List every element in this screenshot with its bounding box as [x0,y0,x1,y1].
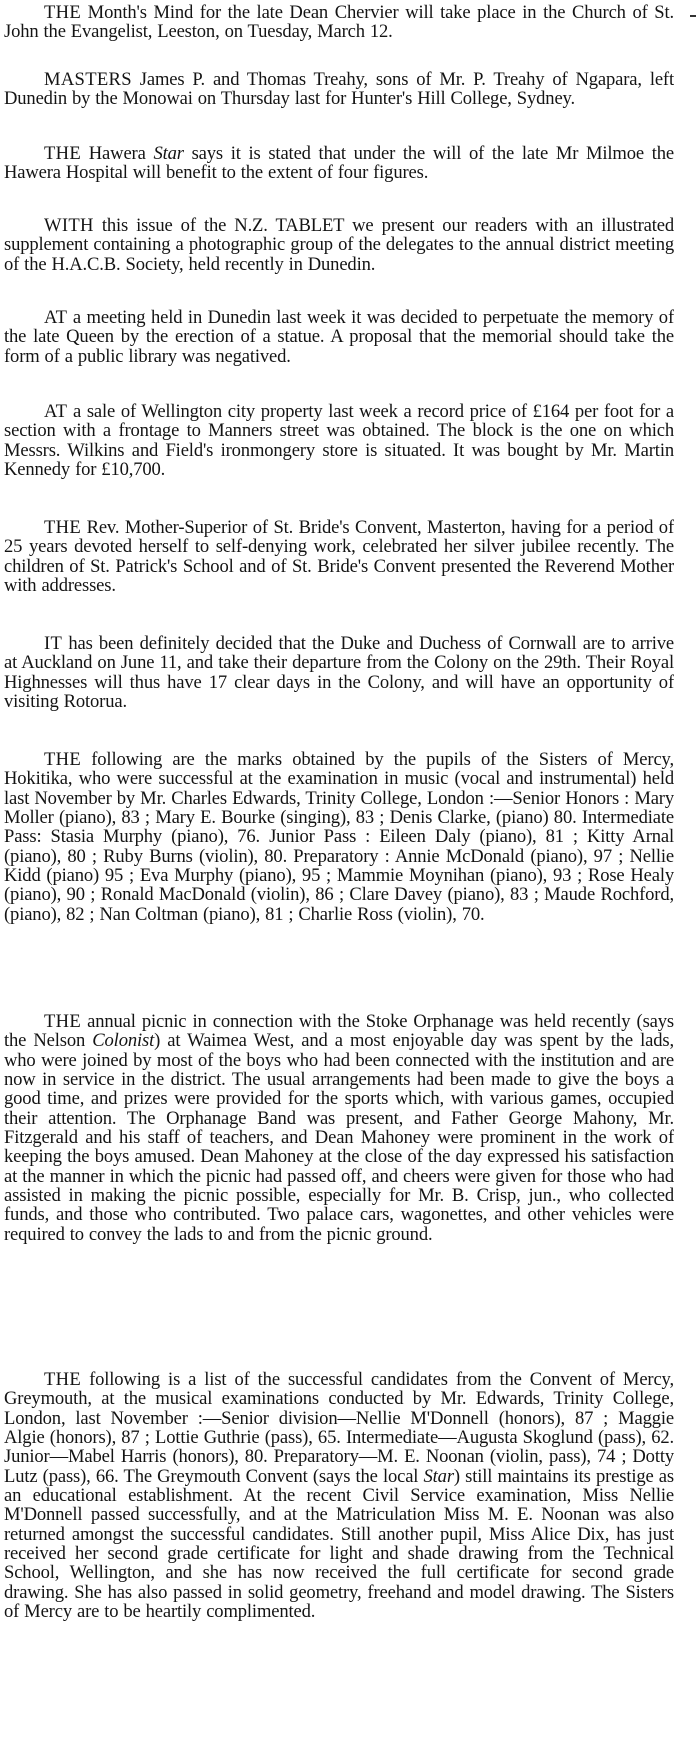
paragraph-italic: Star [423,1465,454,1487]
paragraph-lead: MASTERS [44,69,132,90]
paragraph-hawera [4,144,674,183]
paragraph-lead: WITH [44,215,94,236]
paragraph-lead: THE [44,1011,82,1032]
paragraph-greymouth-candidates [4,1370,674,1621]
paragraph-text: Month's Mind for the late Dean Chervier will take place in the Church of St. John the Evangelist, Leeston, on Tuesday, March 12. [4,2,674,43]
paragraph-royal-visit [4,634,674,711]
paragraph-tablet-supplement [4,216,674,274]
paragraph-text: annual picnic in connection with the Stoke Orphanage was held recently (says the Nelson [4,1011,674,1052]
newspaper-column [4,0,674,1739]
paragraph-lead: AT [44,307,68,328]
paragraph-lead: THE [44,517,82,538]
paragraph-text: Hawera [81,143,154,164]
paragraph-hokitika-marks [4,750,674,924]
paragraph-lead: THE [44,1369,82,1390]
paragraph-queen-statue [4,308,674,366]
paragraph-text: this issue of the N.Z. TABLET we present our readers with an illustrated supplement containing a photographic group of the delegates to the annual district meeting of the H.A.C.B. Society, held recently in Dunedin. [4,215,674,275]
paragraph-silver-jubilee [4,518,674,595]
paragraph-text: ) still maintains its prestige as an educational establishment. At the recent Civil Service examination, Miss Nellie M'Donnell passed successfully, and at the Matriculation Miss M. E. Noonan was also returned amongst the successful candidates. Still another pupil, Miss Alice Dix, has just received her second grade certificate for light and shade drawing from the Technical School, Wellington, and she has now received the full certificate for second grade drawing. She has also passed in solid geometry, freehand and model drawing. The Sisters of Mercy are to be heartily complimented. [4,1465,674,1623]
paragraph-lead: AT [44,401,68,422]
paragraph-text: James P. and Thomas Treahy, sons of Mr. P. Treahy of Ngapara, left Dunedin by the Monowai on Thursday last for Hunter's Hill College, Sydney. [4,69,674,110]
paragraph-text: a sale of Wellington city property last week a record price of £164 per foot for a section with a frontage to Manners street was obtained. The block is the one on which Messrs. Wilkins and Field's ironmongery store is situated. It was bought by Mr. Martin Kennedy for £10,700. [4,401,674,481]
paragraph-lead: IT [44,633,63,654]
paragraph-text: a meeting held in Dunedin last week it was decided to perpetuate the memory of the late Queen by the erection of a statue. A proposal that the memorial should take the form of a public library was negatived. [4,307,674,367]
paragraph-text: says it is stated that under the will of the late Mr Milmoe the Hawera Hospital will benefit to the extent of four figures. [4,143,674,184]
paragraph-text: Rev. Mother-Superior of St. Bride's Convent, Masterton, having for a period of 25 years devoted herself to self-denying work, celebrated her silver jubilee recently. The children of St. Patrick's School and of St. Bride's Convent presented the Reverend Mother with addresses. [4,517,674,597]
paragraph-lead: THE [44,143,82,164]
paragraph-text: has been definitely decided that the Duke and Duchess of Cornwall are to arrive at Auckland on June 11, and take their departure from the Colony on the 29th. Their Royal Highnesses will thus have 17 clear days in the Colony, and will have an opportunity of visiting Rotorua. [4,633,674,713]
paragraph-lead: THE [44,2,82,23]
paragraph-text: following is a list of the successful candidates from the Convent of Mercy, Greymouth, at the musical examinations conducted by Mr. Edwards, Trinity College, London, last November :—Senior division—Nellie M'Donnell (honors), 87 ; Maggie Algie (honors), 87 ; Lottie Guthrie (pass), 65. Intermediate—Augusta Skoglund (pass), 62. Junior—Mabel Harris (honors), 80. Preparatory—M. E. Noonan (violin, pass), 74 ; Dotty Lutz (pass), 66. The Greymouth Convent (says the local [4,1369,674,1487]
paragraph-lead: THE [44,749,82,770]
print-mark [690,15,696,17]
paragraph-stoke-picnic [4,1012,674,1244]
paragraph-text: following are the marks obtained by the pupils of the Sisters of Mercy, Hokitika, who were successful at the examination in music (vocal and instrumental) held last November by Mr. Charles Edwards, Trinity College, London :—Senior Honors : Mary Moller (piano), 83 ; Mary E. Bourke (singing), 83 ; Denis Clarke, (piano) 80. Intermediate Pass: Stasia Murphy (piano), 76. Junior Pass : Eileen Daly (piano), 81 ; Kitty Arnal (piano), 80 ; Ruby Burns (violin), 80. Preparatory : Annie McDonald (piano), 97 ; Nellie Kidd (piano) 95 ; Eva Murphy (piano), 95 ; Mammie Moynihan (piano), 93 ; Rose Healy (piano), 90 ; Ronald MacDonald (violin), 86 ; Clare Davey (piano), 83 ; Maude Rochford, (piano), 82 ; Nan Coltman (piano), 81 ; Charlie Ross (violin), 70. [4,749,674,925]
paragraph-treahy [4,70,674,109]
paragraph-italic: Colonist [92,1030,155,1052]
paragraph-months-mind [4,3,674,42]
paragraph-italic: Star [153,143,184,164]
paragraph-text: ) at Waimea West, and a most enjoyable day was spent by the lads, who were joined by most of the boys who had been connected with the institution and are now in service in the district. The usual arrangements had been made to give the boys a good time, and prizes were provided for the sports which, with various games, occupied their attention. The Orphanage Band was present, and Father George Mahony, Mr. Fitzgerald and his staff of teachers, and Dean Mahoney were prominent in the work of keeping the boys amused. Dean Mahoney at the close of the day expressed his satisfaction at the manner in which the picnic had passed off, and cheers were given for those who had assisted in making the picnic possible, especially for Mr. B. Crisp, jun., who collected funds, and those who contributed. Two palace cars, wagonettes, and other vehicles were required to convey the lads to and from the picnic ground. [4,1030,674,1245]
paragraph-wellington-sale [4,402,674,479]
